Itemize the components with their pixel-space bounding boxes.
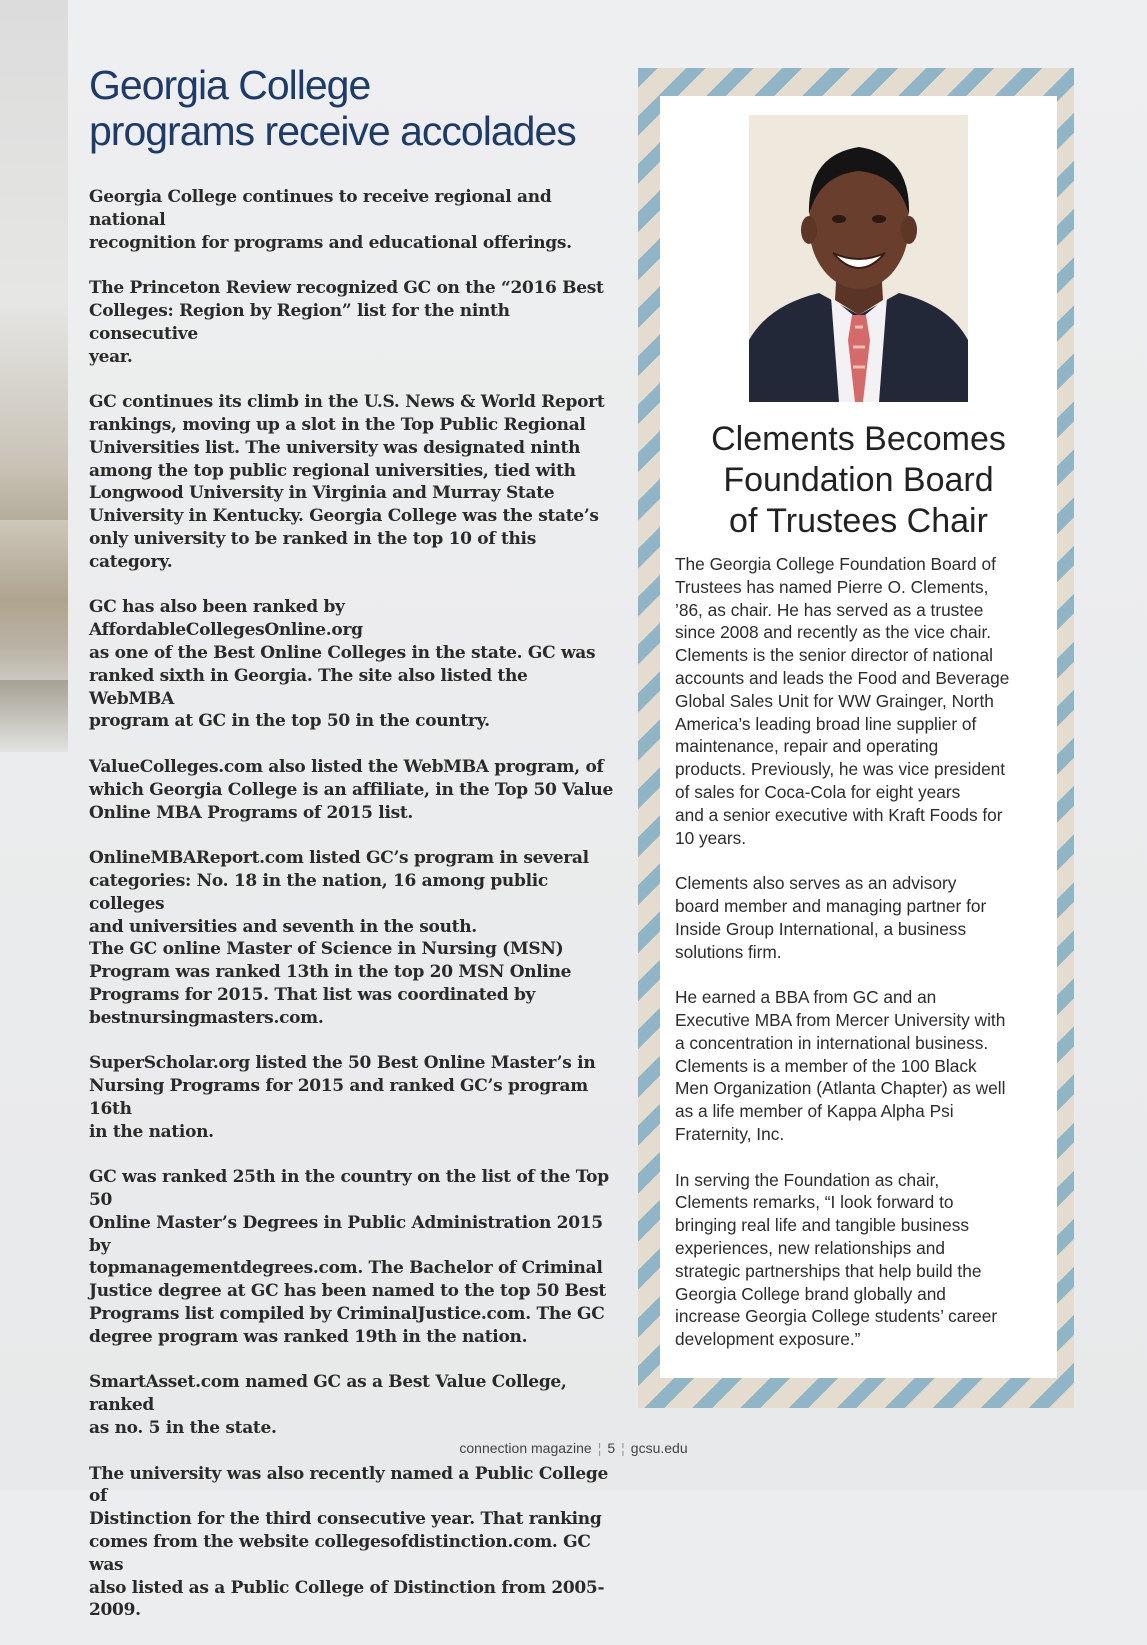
article-paragraph: GC has also been ranked by AffordableCollegesOnline.org as one of the Best Online Colleges in the state. GC was ranked sixth in Georgia. The site also listed the WebMBA program at GC in the top 50 in the country. <box>89 597 596 732</box>
previous-page-photo-edge <box>0 0 68 752</box>
sidebar-paragraph: Clements also serves as an advisory board member and managing partner for Inside Group International, a business solutions firm. <box>675 873 987 962</box>
article-paragraph: GC was ranked 25th in the country on the list of the Top 50 Online Master’s Degrees in Public Administration 2015 by topmanagementdegrees.com. The Bachelor of Criminal Justice degree at GC has been named to the top 50 Best Programs list compiled by CriminalJustice.com. The GC degree program was ranked 19th in the nation. <box>89 1167 609 1347</box>
footer-separator: ¦ <box>597 1440 602 1456</box>
footer-website: gcsu.edu <box>630 1440 688 1456</box>
sidebar-title <box>660 419 1057 542</box>
article-paragraph: GC continues its climb in the U.S. News & World Report rankings, moving up a slot in the Top Public Regional Universities list. The university was designated ninth among the top public regional universities, tied with Longwood University in Virginia and Murray State University in Kentucky. Georgia College was the state’s only university to be ranked in the top 10 of this category. <box>89 392 605 572</box>
sidebar-paragraph: He earned a BBA from GC and an Executive MBA from Mercer University with a concentration in international business. Clements is a member of the 100 Black Men Organization (Atlanta Chapter) as well as a life member of Kappa Alpha Psi Fraternity, Inc. <box>675 987 1006 1144</box>
portrait-illustration <box>749 115 968 402</box>
article-paragraph: SmartAsset.com named GC as a Best Value College, ranked as no. 5 in the state. <box>89 1372 567 1439</box>
footer-separator: ¦ <box>621 1440 625 1456</box>
sidebar-title-line-2: Foundation Board <box>723 461 994 499</box>
article-paragraph: The Princeton Review recognized GC on the “2016 Best Colleges: Region by Region” list for the ninth consecutive year. <box>89 278 604 367</box>
sidebar-body <box>675 553 1047 1374</box>
article-paragraph: The GC online Master of Science in Nursing (MSN) Program was ranked 13th in the top 20 MSN Online Programs for 2015. That list was coordinated by bestnursingmasters.com. <box>89 939 572 1028</box>
article-headline <box>89 62 609 154</box>
article-paragraph: Georgia College continues to receive regional and national recognition for programs and educational offerings. <box>89 187 572 253</box>
article-paragraph: SuperScholar.org listed the 50 Best Online Master’s in Nursing Programs for 2015 and ranked GC’s program 16th in the nation. <box>89 1053 596 1142</box>
headline-line-2: programs receive accolades <box>89 108 576 154</box>
sidebar-title-line-1: Clements Becomes <box>711 420 1006 458</box>
footer-magazine-name: connection magazine <box>459 1440 592 1456</box>
footer-page-number: 5 <box>607 1440 616 1456</box>
article-body <box>89 186 614 1645</box>
article-paragraph: The university was also recently named a Public College of Distinction for the third consecutive year. That ranking comes from the website collegesofdistinction.com. GC was also listed as a Public College of Distinction from 2005- 2009. <box>89 1463 609 1621</box>
page-footer <box>0 1440 1147 1456</box>
article-paragraph: ValueColleges.com also listed the WebMBA program, of which Georgia College is an affiliate, in the Top 50 Value Online MBA Programs of 2015 list. <box>89 756 613 823</box>
article-paragraph: OnlineMBAReport.com listed GC’s program in several categories: No. 18 in the nation, 16 among public colleges and universities and seventh in the south. <box>89 848 589 937</box>
portrait-photo <box>749 115 968 402</box>
headline-line-1: Georgia College <box>89 62 371 108</box>
sidebar-title-line-3: of Trustees Chair <box>729 502 988 540</box>
sidebar-paragraph: In serving the Foundation as chair, Clements remarks, “I look forward to bringing real life and tangible business experiences, new relationships and strategic partnerships that help build the Georgia College brand globally and increase Georgia College students’ career development exposure.” <box>675 1169 998 1350</box>
sidebar-paragraph: The Georgia College Foundation Board of Trustees has named Pierre O. Clements, ’86, as chair. He has served as a trustee since 2008 and recently as the vice chair. Clements is the senior director of national accounts and leads the Food and Beverage Global Sales Unit for WW Grainger, North America’s leading broad line supplier of maintenance, repair and operating products. Previously, he was vice president of sales for Coca-Cola for eight years and a senior executive with Kraft Foods for 10 years. <box>675 554 1010 848</box>
